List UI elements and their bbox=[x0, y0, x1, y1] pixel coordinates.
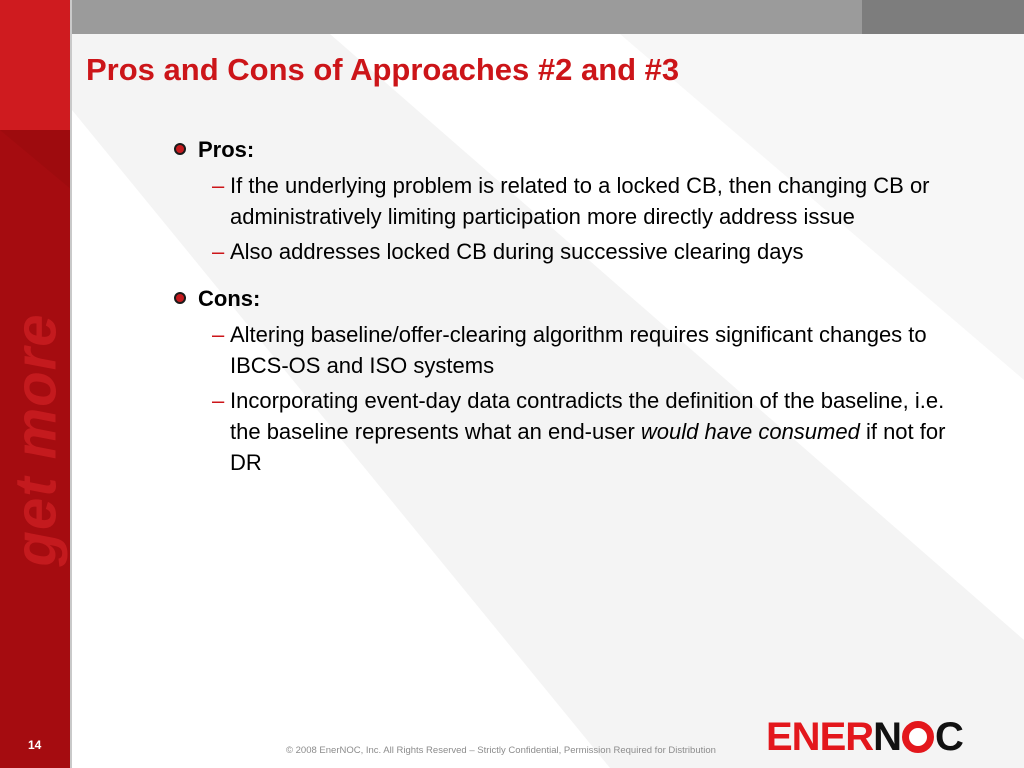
slide-title: Pros and Cons of Approaches #2 and #3 bbox=[86, 52, 680, 87]
section-heading: Cons: bbox=[198, 285, 261, 311]
bullet-circle-icon bbox=[174, 292, 186, 304]
section-heading: Pros: bbox=[198, 136, 255, 162]
sub-bullet-item bbox=[172, 385, 952, 478]
sub-bullet-item bbox=[172, 236, 952, 267]
bullet-text: If the underlying problem is related to a locked CB, then changing CB or administratively limiting participation more directly address issue bbox=[230, 173, 930, 229]
section-pros bbox=[172, 132, 952, 267]
dash-bullet-icon: – bbox=[212, 173, 225, 198]
sidebar-tagline: get more bbox=[3, 313, 69, 567]
sub-bullet-list bbox=[172, 319, 952, 478]
logo-text-c: C bbox=[935, 714, 963, 759]
bullet-text: if not for DR bbox=[230, 419, 946, 475]
bullet-text: Altering baseline/offer-clearing algorithm requires significant changes to IBCS-OS and ISO systems bbox=[230, 322, 927, 378]
section-cons bbox=[172, 281, 952, 478]
sidebar-edge bbox=[70, 0, 72, 768]
slide-content bbox=[172, 132, 952, 492]
bullet-text: Incorporating event-day data contradicts the definition of the baseline, i.e. the baseline represents what an end-user bbox=[230, 388, 945, 444]
sub-bullet-item bbox=[172, 170, 952, 232]
section-heading-row bbox=[172, 281, 952, 315]
bullet-text: Also addresses locked CB during successive clearing days bbox=[230, 239, 804, 264]
left-sidebar bbox=[0, 0, 72, 768]
slide-number: 14 bbox=[28, 738, 42, 752]
emphasis-text: would have consumed bbox=[640, 419, 860, 444]
dash-bullet-icon: – bbox=[212, 239, 225, 264]
dash-bullet-icon: – bbox=[212, 388, 225, 413]
logo-text-n: N bbox=[873, 714, 902, 759]
enernoc-logo bbox=[766, 713, 963, 761]
top-bar-right-block bbox=[862, 0, 1024, 34]
sub-bullet-item bbox=[172, 319, 952, 381]
section-heading-row bbox=[172, 132, 952, 166]
dash-bullet-icon: – bbox=[212, 322, 225, 347]
sub-bullet-list bbox=[172, 170, 952, 267]
logo-o-ring-icon bbox=[902, 721, 934, 753]
logo-text-ener: ENER bbox=[766, 714, 874, 759]
bullet-circle-icon bbox=[174, 143, 186, 155]
footer-copyright: © 2008 EnerNOC, Inc. All Rights Reserved – Strictly Confidential, Permission Required for Distribution bbox=[286, 745, 716, 756]
